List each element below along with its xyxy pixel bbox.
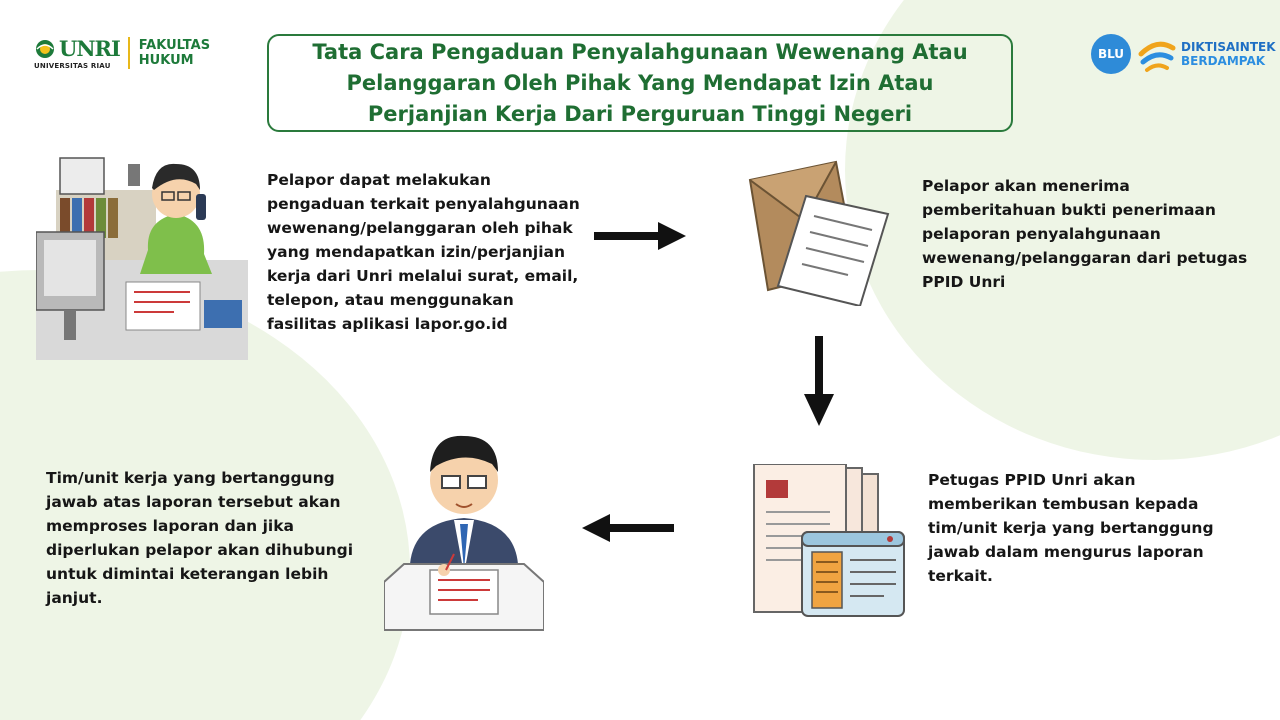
unri-emblem-icon bbox=[34, 39, 56, 59]
unri-logo bbox=[34, 36, 120, 70]
blu-logo: BLU bbox=[1091, 34, 1131, 74]
arrow-down-icon bbox=[804, 336, 834, 426]
envelope-letter-icon bbox=[748, 160, 890, 306]
officer-reviewing-document-icon bbox=[384, 424, 544, 632]
diktisaintek-line-1: DIKTISAINTEK bbox=[1181, 40, 1276, 54]
diktisaintek-line-2: BERDAMPAK bbox=[1181, 54, 1266, 68]
diktisaintek-emblem-icon bbox=[1137, 34, 1177, 74]
arrow-left-icon bbox=[582, 514, 674, 542]
documents-browser-icon bbox=[752, 464, 908, 620]
step-3-text: Petugas PPID Unri akan memberikan tembusan kepada tim/unit kerja yang bertanggung jawab dalam mengurus laporan terkait. bbox=[928, 471, 1214, 585]
diktisaintek-text bbox=[1181, 40, 1276, 68]
step-4-text: Tim/unit kerja yang bertanggung jawab atas laporan tersebut akan memproses laporan dan jika diperlukan pelapor akan dihubungi untuk dimintai keterangan lebih janjut. bbox=[46, 469, 354, 607]
unri-subtitle: UNIVERSITAS RIAU bbox=[34, 62, 111, 70]
faculty-name bbox=[139, 38, 210, 68]
page-title: Tata Cara Pengaduan Penyalahgunaan Wewenang Atau Pelanggaran Oleh Pihak Yang Mendapat Izin Atau Perjanjian Kerja Dari Perguruan Tinggi Negeri bbox=[312, 39, 968, 126]
title-box bbox=[267, 34, 1013, 132]
partner-logos bbox=[1091, 34, 1276, 74]
faculty-line-1: FAKULTAS bbox=[138, 38, 211, 53]
unri-fakultas-hukum-logo bbox=[34, 36, 210, 70]
person-on-phone-at-desk-icon bbox=[36, 150, 248, 360]
step-2-text: Pelapor akan menerima pemberitahuan bukti penerimaan pelaporan penyalahgunaan wewenang/pelanggaran dari petugas PPID Unri bbox=[922, 177, 1248, 291]
logo-divider bbox=[128, 37, 130, 69]
unri-brand-text: UNRI bbox=[59, 36, 120, 61]
step-1-text: Pelapor dapat melakukan pengaduan terkait penyalahgunaan wewenang/pelanggaran oleh pihak yang mendapatkan izin/perjanjian kerja dari Unri melalui surat, email, telepon, atau menggunakan fasilitas aplikasi lapor.go.id bbox=[267, 171, 580, 333]
faculty-line-2: HUKUM bbox=[138, 53, 194, 68]
arrow-right-icon bbox=[594, 222, 686, 250]
